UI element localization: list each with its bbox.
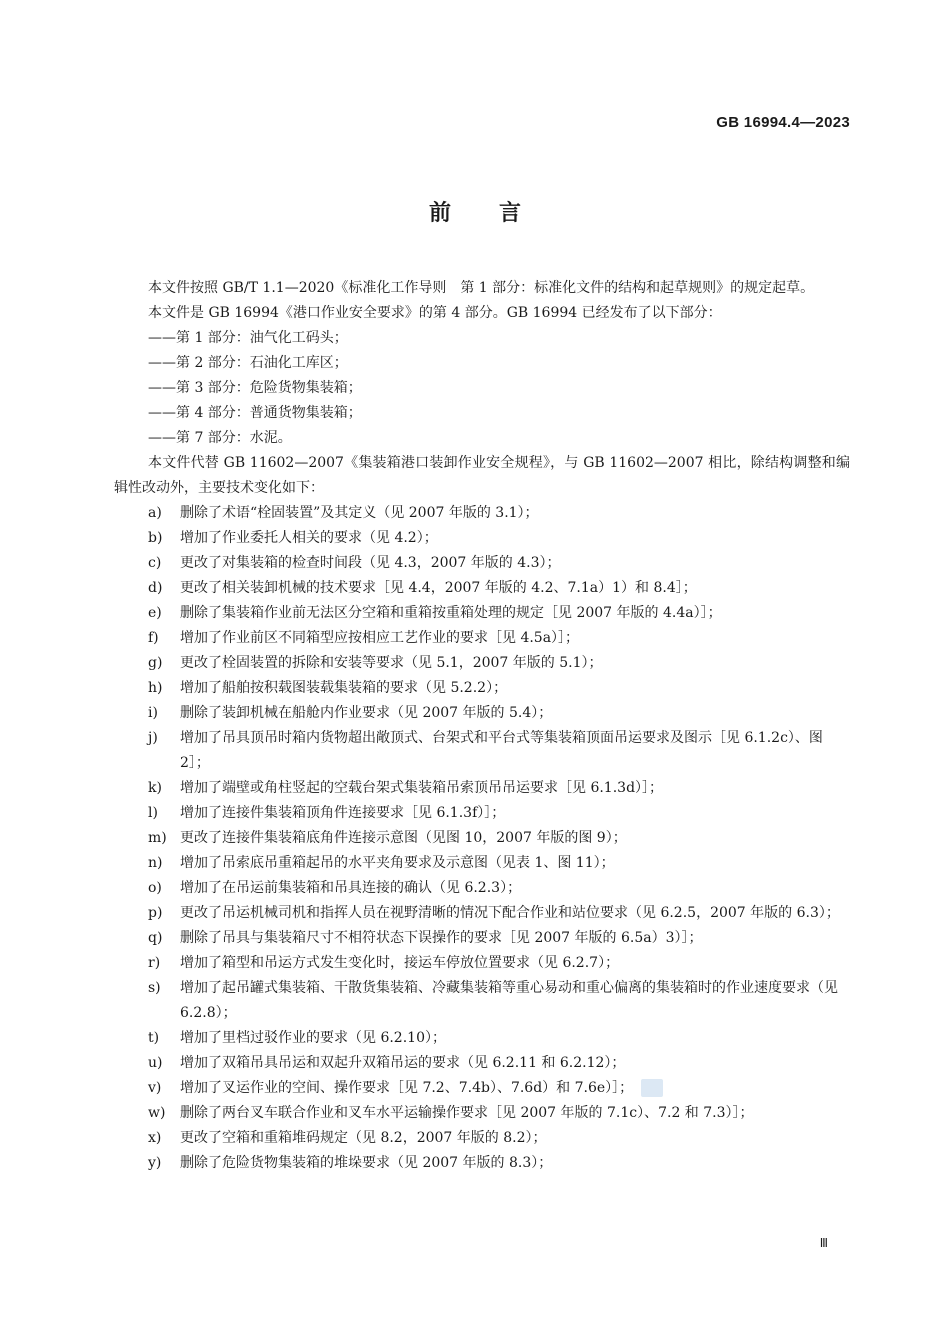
item-label: s) [148, 980, 161, 996]
item-text: 增加了双箱吊具吊运和双起升双箱吊运的要求（见 6.2.11 和 6.2.12）； [180, 1055, 626, 1071]
list-item [114, 576, 850, 601]
item-label: o) [148, 880, 162, 896]
list-item [114, 951, 850, 976]
item-label: k) [148, 780, 162, 796]
item-text: 删除了术语“栓固装置”及其定义（见 2007 年版的 3.1）； [180, 505, 539, 521]
list-item [114, 776, 850, 801]
intro-paragraph: 本文件按照 GB/T 1.1—2020《标准化工作导则 第 1 部分：标准化文件的结构和起草规则》的规定起草。 [148, 280, 815, 296]
item-text: 更改了空箱和重箱堆码规定（见 8.2，2007 年版的 8.2）； [180, 1130, 547, 1146]
item-text: 更改了连接件集装箱底角件连接示意图（见图 10，2007 年版的图 9）； [180, 830, 627, 846]
list-item [114, 526, 850, 551]
item-label: j) [148, 730, 158, 746]
item-text: 增加了连接件集装箱顶角件连接要求［见 6.1.3f）］； [180, 805, 506, 821]
list-item [114, 651, 850, 676]
list-item: ——第 3 部分：危险货物集装箱； [148, 380, 362, 396]
item-text: 增加了船舶按积载图装载集装箱的要求（见 5.2.2）； [180, 680, 508, 696]
item-text: 更改了对集装箱的检查时间段（见 4.3，2007 年版的 4.3）； [180, 555, 561, 571]
item-text: 删除了两台叉车联合作业和叉车水平运输操作要求［见 2007 年版的 7.1c）、7.2 和 7.3）］； [180, 1105, 754, 1121]
list-item [114, 1026, 850, 1051]
item-text: 删除了装卸机械在船舱内作业要求（见 2007 年版的 5.4）； [180, 705, 553, 721]
list-item [114, 901, 850, 926]
item-label: g) [148, 655, 163, 671]
intro-paragraph: 本文件是 GB 16994《港口作业安全要求》的第 4 部分。GB 16994 已经发布了以下部分： [148, 305, 722, 321]
item-label: p) [148, 905, 163, 921]
list-item [114, 601, 850, 626]
item-label: q) [148, 930, 163, 946]
list-item [114, 626, 850, 651]
item-text: 增加了里档过驳作业的要求（见 6.2.10）； [180, 1030, 446, 1046]
item-label: u) [148, 1055, 163, 1071]
list-item [114, 676, 850, 701]
item-label: a) [148, 505, 162, 521]
item-label: x) [148, 1130, 162, 1146]
item-text: 增加了叉运作业的空间、操作要求［见 7.2、7.4b）、7.6d）和 7.6e）］； [180, 1080, 634, 1096]
item-text: 增加了在吊运前集装箱和吊具连接的确认（见 6.2.3）； [180, 880, 522, 896]
item-text: 增加了起吊罐式集装箱、干散货集装箱、冷藏集装箱等重心易动和重心偏离的集装箱时的作业速度要求（见 6.2.8）； [180, 980, 838, 1021]
list-item [114, 851, 850, 876]
list-item [114, 1101, 850, 1126]
item-text: 删除了危险货物集装箱的堆垛要求（见 2007 年版的 8.3）； [180, 1155, 553, 1171]
item-label: h) [148, 680, 163, 696]
item-label: m) [148, 830, 167, 846]
list-item [114, 1151, 850, 1176]
item-text: 更改了吊运机械司机和指挥人员在视野清晰的情况下配合作业和站位要求（见 6.2.5，2007 年版的 6.3）； [180, 905, 840, 921]
list-item [114, 826, 850, 851]
page-number: Ⅲ [819, 1236, 828, 1250]
item-text: 增加了作业前区不同箱型应按相应工艺作业的要求［见 4.5a）］； [180, 630, 580, 646]
body-text [114, 276, 850, 1176]
item-text: 增加了吊具顶吊时箱内货物超出敞顶式、台架式和平台式等集装箱顶面吊运要求及图示［见 6.1.2c）、图 2］； [180, 730, 823, 771]
standard-code: GB 16994.4—2023 [716, 114, 850, 131]
item-label: e) [148, 605, 162, 621]
item-label: v) [148, 1080, 162, 1096]
item-label: l) [148, 805, 158, 821]
replace-paragraph: 本文件代替 GB 11602—2007《集装箱港口装卸作业安全规程》，与 GB 11602—2007 相比，除结构调整和编辑性改动外，主要技术变化如下： [114, 455, 850, 496]
list-item [114, 976, 850, 1026]
list-item [114, 926, 850, 951]
list-item: ——第 1 部分：油气化工码头； [148, 330, 348, 346]
list-item [114, 1051, 850, 1076]
item-text: 删除了吊具与集装箱尺寸不相符状态下误操作的要求［见 2007 年版的 6.5a）3）］； [180, 930, 703, 946]
item-label: c) [148, 555, 162, 571]
item-label: f) [148, 630, 159, 646]
list-item [114, 726, 850, 776]
list-item [114, 501, 850, 526]
item-text: 更改了相关装卸机械的技术要求［见 4.4，2007 年版的 4.2、7.1a）1）和 8.4］； [180, 580, 697, 596]
list-item [114, 1126, 850, 1151]
parts-list [114, 326, 850, 451]
item-text: 增加了端壁或角柱竖起的空载台架式集装箱吊索顶吊吊运要求［见 6.1.3d）］； [180, 780, 664, 796]
list-item [114, 1076, 850, 1101]
item-label: y) [148, 1155, 162, 1171]
item-text: 增加了箱型和吊运方式发生变化时，接运车停放位置要求（见 6.2.7）； [180, 955, 620, 971]
page-title: 前言 [428, 201, 569, 226]
scan-smudge [641, 1079, 663, 1097]
list-item [114, 701, 850, 726]
item-text: 增加了作业委托人相关的要求（见 4.2）； [180, 530, 438, 546]
item-text: 增加了吊索底吊重箱起吊的水平夹角要求及示意图（见表 1、图 11）； [180, 855, 615, 871]
item-label: w) [148, 1105, 166, 1121]
item-text: 删除了集装箱作业前无法区分空箱和重箱按重箱处理的规定［见 2007 年版的 4.4a）］； [180, 605, 722, 621]
list-item: ——第 4 部分：普通货物集装箱； [148, 405, 362, 421]
item-label: b) [148, 530, 163, 546]
list-item [114, 551, 850, 576]
changes-list [114, 501, 850, 1176]
list-item [114, 876, 850, 901]
list-item [114, 801, 850, 826]
item-label: i) [148, 705, 158, 721]
list-item: ——第 2 部分：石油化工库区； [148, 355, 348, 371]
item-text: 更改了栓固装置的拆除和安装等要求（见 5.1，2007 年版的 5.1）； [180, 655, 603, 671]
list-item: ——第 7 部分：水泥。 [148, 430, 292, 446]
item-label: t) [148, 1030, 160, 1046]
item-label: d) [148, 580, 163, 596]
item-label: r) [148, 955, 161, 971]
item-label: n) [148, 855, 163, 871]
